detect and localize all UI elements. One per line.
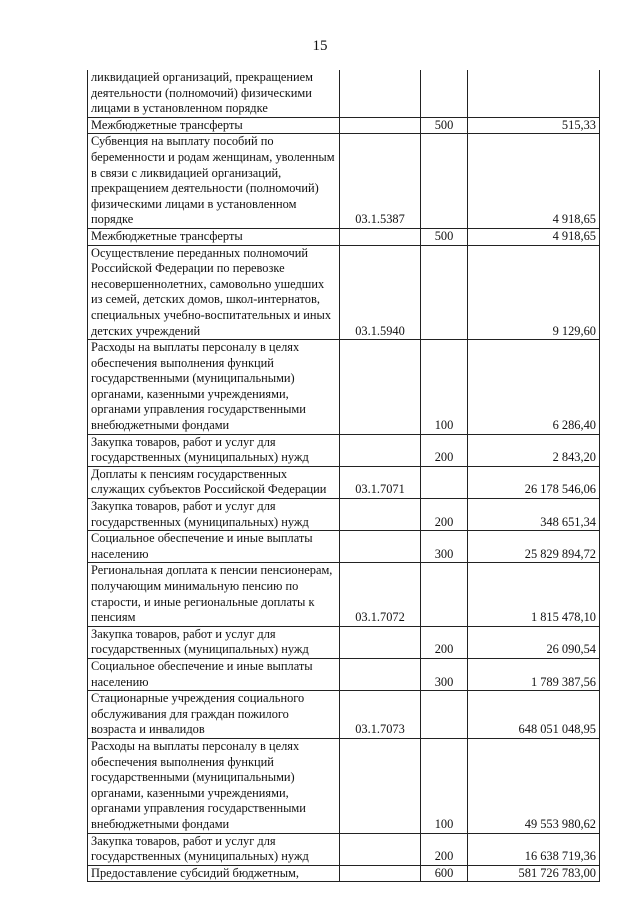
target-article-code-cell	[340, 117, 421, 134]
table-row	[88, 245, 600, 340]
expense-type-code-cell	[421, 70, 468, 117]
expense-name-cell: Закупка товаров, работ и услуг для государственных (муниципальных) нужд	[88, 833, 340, 865]
amount-cell: 26 178 546,06	[468, 466, 600, 498]
target-article-code-cell: 03.1.7071	[340, 466, 421, 498]
expense-name-cell: Осуществление переданных полномочий Российской Федерации по перевозке несовершеннолетних, самовольно ушедших из семей, детских домов, школ-интернатов, специальных учебно-воспитательных и иных детских учреждений	[88, 245, 340, 340]
expense-type-code-cell: 200	[421, 434, 468, 466]
amount-cell: 26 090,54	[468, 626, 600, 658]
table-row	[88, 340, 600, 435]
expense-type-code-cell: 600	[421, 865, 468, 882]
amount-cell: 16 638 719,36	[468, 833, 600, 865]
table-row	[88, 70, 600, 117]
table-row	[88, 865, 600, 882]
amount-cell: 515,33	[468, 117, 600, 134]
target-article-code-cell	[340, 499, 421, 531]
amount-cell: 348 651,34	[468, 499, 600, 531]
expense-name-cell: Социальное обеспечение и иные выплаты населению	[88, 531, 340, 563]
budget-table	[87, 70, 600, 882]
target-article-code-cell: 03.1.5387	[340, 134, 421, 229]
amount-cell: 648 051 048,95	[468, 691, 600, 739]
expense-name-cell: Межбюджетные трансферты	[88, 228, 340, 245]
table-row	[88, 626, 600, 658]
expense-type-code-cell	[421, 563, 468, 626]
target-article-code-cell	[340, 833, 421, 865]
expense-type-code-cell: 200	[421, 626, 468, 658]
table-row	[88, 466, 600, 498]
table-row	[88, 134, 600, 229]
target-article-code-cell	[340, 865, 421, 882]
expense-name-cell: Расходы на выплаты персоналу в целях обеспечения выполнения функций государственными (муниципальными) органами, казенными учреждениями, органами управления государственными внебюджетными фондами	[88, 340, 340, 435]
expense-name-cell: Социальное обеспечение и иные выплаты населению	[88, 658, 340, 690]
amount-cell: 1 789 387,56	[468, 658, 600, 690]
expense-name-cell: ликвидацией организаций, прекращением деятельности (полномочий) физическими лицами в установленном порядке	[88, 70, 340, 117]
target-article-code-cell: 03.1.7072	[340, 563, 421, 626]
expense-name-cell: Расходы на выплаты персоналу в целях обеспечения выполнения функций государственными (муниципальными) органами, казенными учреждениями, органами управления государственными внебюджетными фондами	[88, 738, 340, 833]
target-article-code-cell: 03.1.5940	[340, 245, 421, 340]
expense-type-code-cell: 200	[421, 833, 468, 865]
expense-type-code-cell: 500	[421, 228, 468, 245]
target-article-code-cell	[340, 658, 421, 690]
amount-cell: 9 129,60	[468, 245, 600, 340]
expense-type-code-cell: 500	[421, 117, 468, 134]
target-article-code-cell: 03.1.7073	[340, 691, 421, 739]
target-article-code-cell	[340, 340, 421, 435]
amount-cell: 6 286,40	[468, 340, 600, 435]
expense-name-cell: Доплаты к пенсиям государственных служащих субъектов Российской Федерации	[88, 466, 340, 498]
table-row	[88, 738, 600, 833]
table-row	[88, 117, 600, 134]
expense-type-code-cell	[421, 691, 468, 739]
expense-name-cell: Закупка товаров, работ и услуг для государственных (муниципальных) нужд	[88, 626, 340, 658]
target-article-code-cell	[340, 70, 421, 117]
table-row	[88, 499, 600, 531]
table-row	[88, 691, 600, 739]
expense-name-cell: Субвенция на выплату пособий по беременности и родам женщинам, уволенным в связи с ликвидацией организаций, прекращением деятельности (полномочий) физическими лицами в установленном порядке	[88, 134, 340, 229]
target-article-code-cell	[340, 626, 421, 658]
page-number: 15	[312, 38, 328, 54]
amount-cell: 4 918,65	[468, 134, 600, 229]
expense-type-code-cell: 200	[421, 499, 468, 531]
expense-name-cell: Закупка товаров, работ и услуг для государственных (муниципальных) нужд	[88, 499, 340, 531]
expense-name-cell: Стационарные учреждения социального обслуживания для граждан пожилого возраста и инвалидов	[88, 691, 340, 739]
table-row	[88, 563, 600, 626]
target-article-code-cell	[340, 434, 421, 466]
target-article-code-cell	[340, 531, 421, 563]
expense-name-cell: Предоставление субсидий бюджетным,	[88, 865, 340, 882]
amount-cell: 49 553 980,62	[468, 738, 600, 833]
amount-cell: 1 815 478,10	[468, 563, 600, 626]
target-article-code-cell	[340, 738, 421, 833]
expense-type-code-cell	[421, 245, 468, 340]
table-row	[88, 434, 600, 466]
expense-name-cell: Закупка товаров, работ и услуг для государственных (муниципальных) нужд	[88, 434, 340, 466]
table-body	[88, 70, 600, 882]
expense-name-cell: Межбюджетные трансферты	[88, 117, 340, 134]
table-row	[88, 531, 600, 563]
amount-cell: 2 843,20	[468, 434, 600, 466]
expense-name-cell: Региональная доплата к пенсии пенсионерам, получающим минимальную пенсию по старости, и иные региональные доплаты к пенсиям	[88, 563, 340, 626]
table-row	[88, 228, 600, 245]
table-row	[88, 833, 600, 865]
expense-type-code-cell	[421, 134, 468, 229]
expense-type-code-cell: 100	[421, 738, 468, 833]
expense-type-code-cell: 300	[421, 531, 468, 563]
amount-cell	[468, 70, 600, 117]
amount-cell: 4 918,65	[468, 228, 600, 245]
expense-type-code-cell: 100	[421, 340, 468, 435]
expense-type-code-cell	[421, 466, 468, 498]
amount-cell: 581 726 783,00	[468, 865, 600, 882]
target-article-code-cell	[340, 228, 421, 245]
table-row	[88, 658, 600, 690]
expense-type-code-cell: 300	[421, 658, 468, 690]
amount-cell: 25 829 894,72	[468, 531, 600, 563]
